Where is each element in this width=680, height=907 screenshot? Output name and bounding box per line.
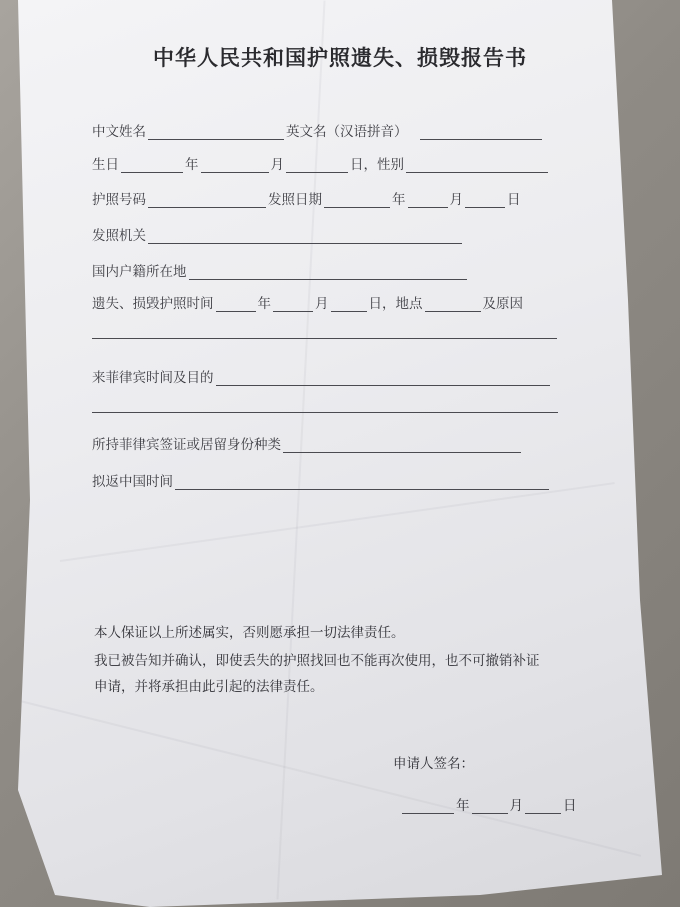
gender-field[interactable] [406,158,548,173]
visa-type-label: 所持菲律宾签证或居留身份种类 [92,437,281,453]
declaration-line-1: 本人保证以上所述属实，否则愿承担一切法律责任。 [94,625,405,641]
loss-time-label: 遗失、损毁护照时间 [92,296,214,312]
residence-row [92,260,469,280]
loss-year-field[interactable] [216,297,256,312]
declaration-line-3: 申请，并将承担由此引起的法律责任。 [94,679,324,695]
issue-month-field[interactable] [408,193,448,208]
birth-day-gender-label: 日，性别 [350,157,404,173]
passport-no-label: 护照号码 [92,192,146,208]
issue-day-unit: 日 [507,192,521,208]
issuing-authority-label: 发照机关 [92,228,146,244]
issuing-authority-field[interactable] [148,229,462,244]
issue-year-unit: 年 [392,192,406,208]
loss-place-field[interactable] [425,297,481,312]
signature-day-unit: 日 [563,798,577,814]
paper-crease [60,482,615,562]
name-row [92,120,544,140]
birth-day-field[interactable] [286,158,348,173]
loss-row [92,292,523,312]
birth-month-field[interactable] [201,158,269,173]
domestic-residence-label: 国内户籍所在地 [92,264,187,280]
arrival-row [92,366,552,386]
issue-day-field[interactable] [465,193,505,208]
loss-day-place-label: 日，地点 [368,296,423,312]
loss-year-unit: 年 [257,296,271,312]
birth-year-unit: 年 [185,157,199,173]
declaration [94,620,564,700]
birth-month-unit: 月 [270,157,284,173]
loss-day-field[interactable] [331,297,367,312]
passport-row [92,188,521,208]
english-name-label: 英文名（汉语拼音） [286,124,408,140]
form-title: 中华人民共和国护照遗失、损毁报告书 [153,45,527,70]
loss-month-unit: 月 [315,296,329,312]
signature-month-field[interactable] [472,799,508,814]
signature-date-row [400,794,577,814]
signature-day-field[interactable] [525,799,561,814]
arrival-label: 来菲律宾时间及目的 [92,370,214,386]
return-field[interactable] [175,475,549,490]
issue-date-label: 发照日期 [268,192,322,208]
visa-row [92,433,523,453]
loss-reason-field[interactable] [92,338,557,339]
signature-year-field[interactable] [402,799,454,814]
visa-type-field[interactable] [283,438,521,453]
birth-row [92,153,550,173]
passport-no-field[interactable] [148,193,266,208]
birth-label: 生日 [92,157,119,173]
chinese-name-label: 中文姓名 [92,124,146,140]
english-name-field[interactable] [420,125,542,140]
return-row [92,470,551,490]
signature-month-unit: 月 [509,798,523,814]
arrival-field-continued[interactable] [92,412,558,413]
birth-year-field[interactable] [121,158,183,173]
loss-reason-label: 及原因 [482,296,523,312]
signature-label: 申请人签名： [393,756,474,772]
domestic-residence-field[interactable] [189,265,467,280]
declaration-line-2: 我已被告知并确认，即使丢失的护照找回也不能再次使用，也不可撤销补证 [94,653,540,669]
return-label: 拟返中国时间 [92,474,173,490]
authority-row [92,224,464,244]
paper-crease [20,700,641,857]
issue-month-unit: 月 [449,192,463,208]
signature-year-unit: 年 [456,798,470,814]
issue-year-field[interactable] [324,193,390,208]
loss-month-field[interactable] [273,297,313,312]
arrival-field[interactable] [216,371,550,386]
chinese-name-field[interactable] [148,125,284,140]
